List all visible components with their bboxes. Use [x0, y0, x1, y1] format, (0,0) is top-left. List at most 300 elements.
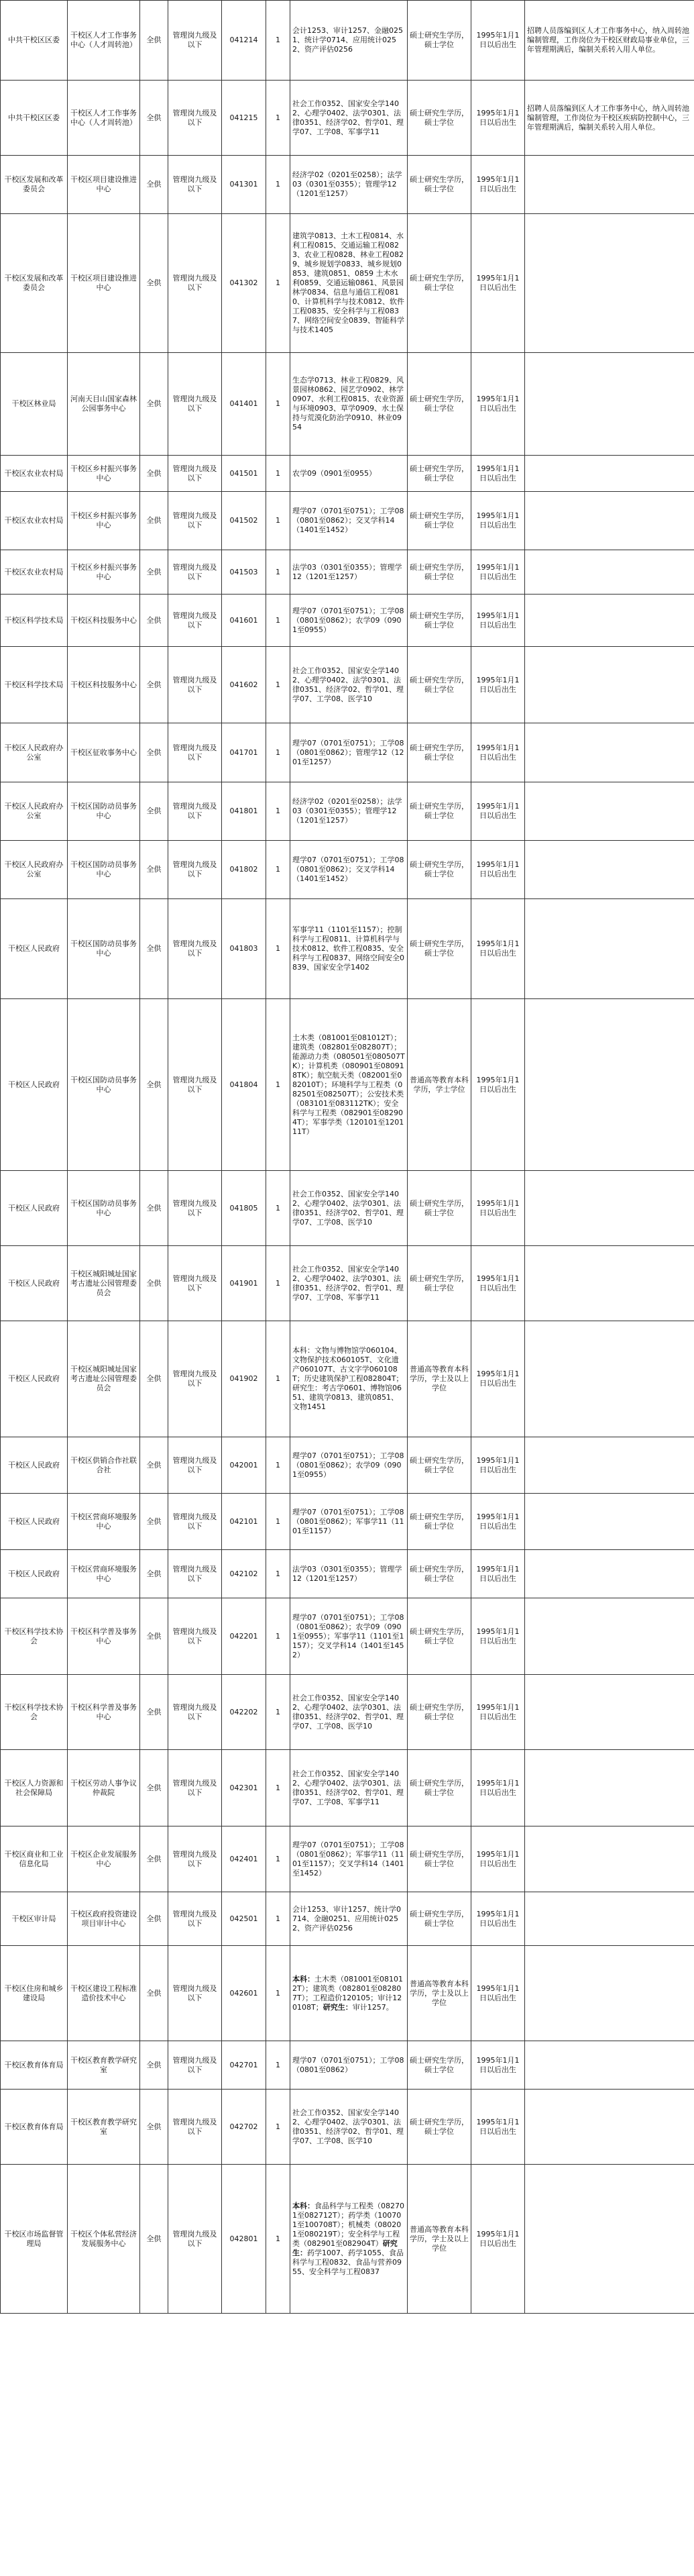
major-cell: 社会工作0352、国家安全学1402、心理学0402、法学0301、法律0351、经济学02、哲学01、理学07、工学08、军事学11 — [290, 81, 408, 156]
edu-cell: 硕士研究生学历，硕士学位 — [408, 1750, 471, 1826]
num-cell: 1 — [266, 595, 290, 647]
table-row — [1, 782, 694, 841]
dept-cell: 干校区科学技术局 — [1, 647, 68, 723]
table-row — [1, 595, 694, 647]
position-cell: 管理岗九级及以下 — [168, 550, 222, 595]
code-cell: 042101 — [222, 1494, 266, 1550]
major-cell: 法学03（0301至0355）；管理学12（1201至1257） — [290, 1550, 408, 1598]
table-row — [1, 1946, 694, 2041]
dept-cell: 干校区农业农村局 — [1, 492, 68, 550]
code-cell: 042201 — [222, 1598, 266, 1675]
unit-cell: 干校区个体私营经济发展服务中心 — [68, 2165, 140, 2314]
major-cell: 社会工作0352、国家安全学1402、心理学0402、法学0301、法律0351、经济学02、哲学01、理学07、工学08、医学10 — [290, 1675, 408, 1750]
edu-cell: 硕士研究生学历，硕士学位 — [408, 899, 471, 999]
code-cell: 041803 — [222, 899, 266, 999]
other-cell: 招聘人员落编到区人才工作事务中心，纳入周转池编制管理，工作岗位为干校区疾病防控制中心，三年管理期满后，编制关系转入用人单位。 — [525, 81, 694, 156]
position-cell: 管理岗九级及以下 — [168, 2165, 222, 2314]
major-cell: 理学07（0701至0751）；工学08（0801至0862）；交叉学科14（1401至1452） — [290, 492, 408, 550]
num-cell: 1 — [266, 841, 290, 899]
nature-cell: 全供 — [140, 1437, 168, 1494]
unit-cell: 干校区乡村振兴事务中心 — [68, 456, 140, 492]
age-cell: 1995年1月1日以后出生 — [471, 214, 525, 353]
major-cell: 理学07（0701至0751）；工学08（0801至0862）；军事学11（1101至1157）；交叉学科14（1401至1452） — [290, 1826, 408, 1892]
other-cell — [525, 647, 694, 723]
unit-cell: 河南天目山国家森林公园事务中心 — [68, 353, 140, 456]
position-cell: 管理岗九级及以下 — [168, 156, 222, 214]
other-cell — [525, 1750, 694, 1826]
major-cell: 会计1253、审计1257、统计学0714、金融0251、应用统计0252、资产评估0256 — [290, 1892, 408, 1946]
edu-cell: 硕士研究生学历，硕士学位 — [408, 1246, 471, 1321]
dept-cell: 干校区住房和城乡建设局 — [1, 1946, 68, 2041]
other-cell — [525, 2041, 694, 2090]
position-cell: 管理岗九级及以下 — [168, 1946, 222, 2041]
age-cell: 1995年1月1日以后出生 — [471, 899, 525, 999]
num-cell: 1 — [266, 2165, 290, 2314]
edu-cell: 硕士研究生学历，硕士学位 — [408, 1437, 471, 1494]
other-cell: 招聘人员落编到区人才工作事务中心，纳入周转池编制管理，工作岗位为干校区财政局事业单位，三年管理期满后，编制关系转入用人单位。 — [525, 1, 694, 81]
code-cell: 041401 — [222, 353, 266, 456]
edu-cell: 硕士研究生学历，硕士学位 — [408, 81, 471, 156]
num-cell: 1 — [266, 214, 290, 353]
code-cell: 042801 — [222, 2165, 266, 2314]
nature-cell: 全供 — [140, 2041, 168, 2090]
num-cell: 1 — [266, 1826, 290, 1892]
other-cell — [525, 1598, 694, 1675]
age-cell: 1995年1月1日以后出生 — [471, 1750, 525, 1826]
code-cell: 041602 — [222, 647, 266, 723]
other-cell — [525, 353, 694, 456]
other-cell — [525, 1675, 694, 1750]
unit-cell: 干校区劳动人事争议仲裁院 — [68, 1750, 140, 1826]
unit-cell: 干校区国防动员事务中心 — [68, 899, 140, 999]
table-row — [1, 1750, 694, 1826]
age-cell: 1995年1月1日以后出生 — [471, 2090, 525, 2165]
num-cell: 1 — [266, 1494, 290, 1550]
position-cell: 管理岗九级及以下 — [168, 899, 222, 999]
unit-cell: 干校区建设工程标准造价技术中心 — [68, 1946, 140, 2041]
unit-cell: 干校区国防动员事务中心 — [68, 782, 140, 841]
nature-cell: 全供 — [140, 647, 168, 723]
dept-cell: 干校区农业农村局 — [1, 550, 68, 595]
nature-cell: 全供 — [140, 1321, 168, 1437]
table-row — [1, 1246, 694, 1321]
age-cell: 1995年1月1日以后出生 — [471, 156, 525, 214]
edu-cell: 硕士研究生学历，硕士学位 — [408, 1598, 471, 1675]
other-cell — [525, 723, 694, 782]
major-cell: 社会工作0352、国家安全学1402、心理学0402、法学0301、法律0351、经济学02、哲学01、理学07、工学08、医学10 — [290, 1171, 408, 1246]
code-cell: 041503 — [222, 550, 266, 595]
dept-cell: 干校区审计局 — [1, 1892, 68, 1946]
num-cell: 1 — [266, 492, 290, 550]
nature-cell: 全供 — [140, 782, 168, 841]
unit-cell: 干校区国防动员事务中心 — [68, 841, 140, 899]
major-cell: 理学07（0701至0751）；工学08（0801至0862） — [290, 2041, 408, 2090]
num-cell: 1 — [266, 1946, 290, 2041]
unit-cell: 干校区国防动员事务中心 — [68, 1171, 140, 1246]
code-cell: 042601 — [222, 1946, 266, 2041]
dept-cell: 干校区人民政府 — [1, 1246, 68, 1321]
other-cell — [525, 1494, 694, 1550]
edu-cell: 硕士研究生学历，硕士学位 — [408, 1675, 471, 1750]
code-cell: 041301 — [222, 156, 266, 214]
code-cell: 042301 — [222, 1750, 266, 1826]
other-cell — [525, 2090, 694, 2165]
edu-cell: 硕士研究生学历，硕士学位 — [408, 2041, 471, 2090]
num-cell: 1 — [266, 1437, 290, 1494]
nature-cell: 全供 — [140, 1892, 168, 1946]
nature-cell: 全供 — [140, 999, 168, 1171]
code-cell: 041805 — [222, 1171, 266, 1246]
unit-cell: 干校区人才工作事务中心（人才周转池） — [68, 81, 140, 156]
position-cell: 管理岗九级及以下 — [168, 2090, 222, 2165]
dept-cell: 干校区人民政府办公室 — [1, 723, 68, 782]
dept-cell: 干校区农业农村局 — [1, 456, 68, 492]
code-cell: 042501 — [222, 1892, 266, 1946]
table-row — [1, 1, 694, 81]
nature-cell: 全供 — [140, 1, 168, 81]
edu-cell: 硕士研究生学历，硕士学位 — [408, 2090, 471, 2165]
unit-cell: 干校区教育教学研究室 — [68, 2041, 140, 2090]
age-cell: 1995年1月1日以后出生 — [471, 1246, 525, 1321]
edu-cell: 硕士研究生学历，硕士学位 — [408, 353, 471, 456]
num-cell: 1 — [266, 1, 290, 81]
age-cell: 1995年1月1日以后出生 — [471, 1171, 525, 1246]
nature-cell: 全供 — [140, 1550, 168, 1598]
num-cell: 1 — [266, 550, 290, 595]
num-cell: 1 — [266, 2041, 290, 2090]
code-cell: 041502 — [222, 492, 266, 550]
num-cell: 1 — [266, 782, 290, 841]
position-cell: 管理岗九级及以下 — [168, 782, 222, 841]
position-cell: 管理岗九级及以下 — [168, 723, 222, 782]
code-cell: 042701 — [222, 2041, 266, 2090]
other-cell — [525, 1892, 694, 1946]
age-cell: 1995年1月1日以后出生 — [471, 999, 525, 1171]
position-cell: 管理岗九级及以下 — [168, 841, 222, 899]
major-cell: 理学07（0701至0751）；工学08（0801至0862）；交叉学科14（1401至1452） — [290, 841, 408, 899]
nature-cell: 全供 — [140, 1494, 168, 1550]
code-cell: 042001 — [222, 1437, 266, 1494]
code-cell: 041901 — [222, 1246, 266, 1321]
other-cell — [525, 456, 694, 492]
position-cell: 管理岗九级及以下 — [168, 492, 222, 550]
edu-cell: 硕士研究生学历，硕士学位 — [408, 723, 471, 782]
major-heading: 研究生： — [323, 2002, 353, 2012]
code-cell: 041701 — [222, 723, 266, 782]
unit-cell: 干校区科学普及事务中心 — [68, 1598, 140, 1675]
age-cell: 1995年1月1日以后出生 — [471, 723, 525, 782]
position-cell: 管理岗九级及以下 — [168, 1892, 222, 1946]
major-cell: 理学07（0701至0751）；工学08（0801至0862）；管理学12（1201至1257） — [290, 723, 408, 782]
other-cell — [525, 899, 694, 999]
other-cell — [525, 492, 694, 550]
edu-cell: 硕士研究生学历，硕士学位 — [408, 1550, 471, 1598]
num-cell: 1 — [266, 353, 290, 456]
age-cell: 1995年1月1日以后出生 — [471, 550, 525, 595]
other-cell — [525, 2165, 694, 2314]
major-cell: 社会工作0352、国家安全学1402、心理学0402、法学0301、法律0351、经济学02、哲学01、理学07、工学08、医学10 — [290, 647, 408, 723]
table-row — [1, 1550, 694, 1598]
unit-cell: 干校区人才工作事务中心（人才周转池） — [68, 1, 140, 81]
table-row — [1, 2165, 694, 2314]
age-cell: 1995年1月1日以后出生 — [471, 841, 525, 899]
dept-cell: 干校区市场监督管理局 — [1, 2165, 68, 2314]
other-cell — [525, 595, 694, 647]
major-cell: 理学07（0701至0751）；工学08（0801至0862）；农学09（0901至0955） — [290, 1437, 408, 1494]
other-cell — [525, 550, 694, 595]
dept-cell: 干校区教育体育局 — [1, 2090, 68, 2165]
major-cell: 经济学02（0201至0258）；法学03（0301至0355）；管理学12（1201至1257） — [290, 782, 408, 841]
edu-cell: 硕士研究生学历，硕士学位 — [408, 782, 471, 841]
major-heading: 本科： — [292, 1974, 314, 1983]
major-cell: 本科：土木类（081001至081012T）；建筑类（082801至082807T）；工程造价120105；审计120108T；研究生：审计1257。 — [290, 1946, 408, 2041]
dept-cell: 干校区人民政府 — [1, 1437, 68, 1494]
table-row — [1, 899, 694, 999]
num-cell: 1 — [266, 1598, 290, 1675]
num-cell: 1 — [266, 723, 290, 782]
age-cell: 1995年1月1日以后出生 — [471, 353, 525, 456]
age-cell: 1995年1月1日以后出生 — [471, 647, 525, 723]
major-cell: 建筑学0813、土木工程0814、水利工程0815、交通运输工程0823、农业工程0828、林业工程0829、城乡规划学0833、城乡规划0853、建筑0851、0859 土木水利0859、交通运输0861、风景园林学0834、信息与通信工程0810、计算机科学与技术0812、软件工程0835、安全科学与工程0837、网络空间安全0839、智能科学与技术1405 — [290, 214, 408, 353]
position-cell: 管理岗九级及以下 — [168, 456, 222, 492]
nature-cell: 全供 — [140, 595, 168, 647]
position-cell: 管理岗九级及以下 — [168, 81, 222, 156]
nature-cell: 全供 — [140, 899, 168, 999]
age-cell: 1995年1月1日以后出生 — [471, 2165, 525, 2314]
major-cell: 理学07（0701至0751）；工学08（0801至0862）；农学09（0901至0955）；军事学11（1101至1157）；交叉学科14（1401至1452） — [290, 1598, 408, 1675]
edu-cell: 硕士研究生学历，硕士学位 — [408, 1826, 471, 1892]
major-heading: 研究生： — [292, 2238, 398, 2257]
dept-cell: 中共干校区区委 — [1, 1, 68, 81]
dept-cell: 干校区发展和改革委员会 — [1, 214, 68, 353]
code-cell: 042702 — [222, 2090, 266, 2165]
table-row — [1, 1598, 694, 1675]
unit-cell: 干校区营商环境服务中心 — [68, 1550, 140, 1598]
edu-cell: 硕士研究生学历，硕士学位 — [408, 1, 471, 81]
age-cell: 1995年1月1日以后出生 — [471, 782, 525, 841]
code-cell: 041501 — [222, 456, 266, 492]
position-cell: 管理岗九级及以下 — [168, 1, 222, 81]
table-row — [1, 1892, 694, 1946]
position-cell: 管理岗九级及以下 — [168, 1246, 222, 1321]
nature-cell: 全供 — [140, 550, 168, 595]
age-cell: 1995年1月1日以后出生 — [471, 1, 525, 81]
major-cell: 生态学0713、林业工程0829、风景园林0862、园艺学0902、林学0907、水利工程0815、农业资源与环境0903、草学0909、水土保持与荒漠化防治学0910、林业0954 — [290, 353, 408, 456]
age-cell: 1995年1月1日以后出生 — [471, 595, 525, 647]
table-row — [1, 2090, 694, 2165]
num-cell: 1 — [266, 1321, 290, 1437]
major-cell: 农学09（0901至0955） — [290, 456, 408, 492]
major-cell: 理学07（0701至0751）；工学08（0801至0862）；军事学11（1101至1157） — [290, 1494, 408, 1550]
nature-cell: 全供 — [140, 492, 168, 550]
dept-cell: 干校区人民政府 — [1, 1321, 68, 1437]
edu-cell: 硕士研究生学历，硕士学位 — [408, 1171, 471, 1246]
code-cell: 041214 — [222, 1, 266, 81]
num-cell: 1 — [266, 899, 290, 999]
code-cell: 041215 — [222, 81, 266, 156]
unit-cell: 干校区科技服务中心 — [68, 647, 140, 723]
edu-cell: 硕士研究生学历，硕士学位 — [408, 1494, 471, 1550]
nature-cell: 全供 — [140, 1750, 168, 1826]
other-cell — [525, 1437, 694, 1494]
position-cell: 管理岗九级及以下 — [168, 353, 222, 456]
other-cell — [525, 1550, 694, 1598]
age-cell: 1995年1月1日以后出生 — [471, 81, 525, 156]
table-row — [1, 81, 694, 156]
code-cell: 041902 — [222, 1321, 266, 1437]
dept-cell: 干校区人民政府办公室 — [1, 841, 68, 899]
other-cell — [525, 1946, 694, 2041]
unit-cell: 干校区国防动员事务中心 — [68, 999, 140, 1171]
dept-cell: 干校区人民政府 — [1, 999, 68, 1171]
major-cell: 会计1253、审计1257、金融0251、统计学0714、应用统计0252、资产评估0256 — [290, 1, 408, 81]
other-cell — [525, 214, 694, 353]
major-cell: 法学03（0301至0355）；管理学12（1201至1257） — [290, 550, 408, 595]
major-cell: 土木类（081001至081012T）；建筑类（082801至082807T）；能源动力类（080501至080507TK）；计算机类（080901至080918TK）；航空航天类（082001至082010T）；环境科学与工程类（082501至082507T）；公安技术类（083101至083112TK）；安全科学与工程类（082901至082904T）；军事学类（120101至120111T） — [290, 999, 408, 1171]
edu-cell: 普通高等教育本科学历，学士及以上学位 — [408, 1946, 471, 2041]
edu-cell: 普通高等教育本科学历，学士及以上学位 — [408, 2165, 471, 2314]
unit-cell: 干校区科技服务中心 — [68, 595, 140, 647]
table-row — [1, 456, 694, 492]
num-cell: 1 — [266, 2090, 290, 2165]
age-cell: 1995年1月1日以后出生 — [471, 1321, 525, 1437]
position-cell: 管理岗九级及以下 — [168, 1321, 222, 1437]
nature-cell: 全供 — [140, 2165, 168, 2314]
code-cell: 042401 — [222, 1826, 266, 1892]
table-row — [1, 550, 694, 595]
num-cell: 1 — [266, 456, 290, 492]
num-cell: 1 — [266, 647, 290, 723]
age-cell: 1995年1月1日以后出生 — [471, 1437, 525, 1494]
table-row — [1, 1171, 694, 1246]
major-cell: 军事学11（1101至1157）；控制科学与工程0811、计算机科学与技术0812、软件工程0835、安全科学与工程0837、网络空间安全0839、国家安全学1402 — [290, 899, 408, 999]
dept-cell: 干校区科学技术协会 — [1, 1598, 68, 1675]
position-cell: 管理岗九级及以下 — [168, 1171, 222, 1246]
major-cell: 经济学02（0201至0258）；法学03（0301至0355）；管理学12（1201至1257） — [290, 156, 408, 214]
nature-cell: 全供 — [140, 1675, 168, 1750]
major-cell: 社会工作0352、国家安全学1402、心理学0402、法学0301、法律0351、经济学02、哲学01、理学07、工学08、军事学11 — [290, 1246, 408, 1321]
nature-cell: 全供 — [140, 456, 168, 492]
position-cell: 管理岗九级及以下 — [168, 999, 222, 1171]
dept-cell: 干校区人民政府办公室 — [1, 782, 68, 841]
position-cell: 管理岗九级及以下 — [168, 1750, 222, 1826]
nature-cell: 全供 — [140, 1598, 168, 1675]
position-cell: 管理岗九级及以下 — [168, 1675, 222, 1750]
age-cell: 1995年1月1日以后出生 — [471, 1550, 525, 1598]
other-cell — [525, 1321, 694, 1437]
position-cell: 管理岗九级及以下 — [168, 214, 222, 353]
code-cell: 041801 — [222, 782, 266, 841]
position-cell: 管理岗九级及以下 — [168, 647, 222, 723]
major-cell: 本科：食品科学与工程类（082701至082712T）；药学类（100701至100708T）；机械类（080201至080219T）；安全科学与工程类（082901至082904T）研究生：药学1007、药学1055、食品科学与工程0832、食品与营养0955、安全科学与工程0837 — [290, 2165, 408, 2314]
code-cell: 041302 — [222, 214, 266, 353]
unit-cell: 干校区企业发展服务中心 — [68, 1826, 140, 1892]
other-cell — [525, 999, 694, 1171]
other-cell — [525, 1171, 694, 1246]
table-row — [1, 999, 694, 1171]
nature-cell: 全供 — [140, 841, 168, 899]
nature-cell: 全供 — [140, 1246, 168, 1321]
nature-cell: 全供 — [140, 2090, 168, 2165]
nature-cell: 全供 — [140, 214, 168, 353]
unit-cell: 干校区供销合作社联合社 — [68, 1437, 140, 1494]
edu-cell: 硕士研究生学历，硕士学位 — [408, 1892, 471, 1946]
nature-cell: 全供 — [140, 353, 168, 456]
code-cell: 041802 — [222, 841, 266, 899]
table-row — [1, 647, 694, 723]
position-cell: 管理岗九级及以下 — [168, 2041, 222, 2090]
nature-cell: 全供 — [140, 81, 168, 156]
dept-cell: 干校区商业和工业信息化局 — [1, 1826, 68, 1892]
position-cell: 管理岗九级及以下 — [168, 1437, 222, 1494]
other-cell — [525, 841, 694, 899]
edu-cell: 硕士研究生学历，硕士学位 — [408, 214, 471, 353]
position-cell: 管理岗九级及以下 — [168, 595, 222, 647]
unit-cell: 干校区项目建设推进中心 — [68, 214, 140, 353]
unit-cell: 干校区征收事务中心 — [68, 723, 140, 782]
other-cell — [525, 782, 694, 841]
table-row — [1, 353, 694, 456]
unit-cell: 干校区教育教学研究室 — [68, 2090, 140, 2165]
table-row — [1, 492, 694, 550]
code-cell: 041601 — [222, 595, 266, 647]
table-row — [1, 156, 694, 214]
edu-cell: 硕士研究生学历，硕士学位 — [408, 456, 471, 492]
nature-cell: 全供 — [140, 1826, 168, 1892]
table-row — [1, 1321, 694, 1437]
unit-cell: 干校区科学普及事务中心 — [68, 1675, 140, 1750]
table-row — [1, 841, 694, 899]
dept-cell: 干校区科学技术协会 — [1, 1675, 68, 1750]
dept-cell: 干校区人力资源和社会保障局 — [1, 1750, 68, 1826]
dept-cell: 中共干校区区委 — [1, 81, 68, 156]
code-cell: 041804 — [222, 999, 266, 1171]
age-cell: 1995年1月1日以后出生 — [471, 1675, 525, 1750]
dept-cell: 干校区教育体育局 — [1, 2041, 68, 2090]
position-cell: 管理岗九级及以下 — [168, 1550, 222, 1598]
major-heading: 本科： — [292, 2201, 314, 2210]
position-cell: 管理岗九级及以下 — [168, 1826, 222, 1892]
unit-cell: 干校区乡村振兴事务中心 — [68, 492, 140, 550]
age-cell: 1995年1月1日以后出生 — [471, 1598, 525, 1675]
edu-cell: 硕士研究生学历，硕士学位 — [408, 156, 471, 214]
age-cell: 1995年1月1日以后出生 — [471, 492, 525, 550]
dept-cell: 干校区人民政府 — [1, 899, 68, 999]
table-row — [1, 1826, 694, 1892]
num-cell: 1 — [266, 1171, 290, 1246]
major-cell: 理学07（0701至0751）；工学08（0801至0862）；农学09（0901至0955） — [290, 595, 408, 647]
edu-cell: 普通高等教育本科学历，学士学位 — [408, 999, 471, 1171]
dept-cell: 干校区科学技术局 — [1, 595, 68, 647]
major-cell: 社会工作0352、国家安全学1402、心理学0402、法学0301、法律0351、经济学02、哲学01、理学07、工学08、军事学11 — [290, 1750, 408, 1826]
num-cell: 1 — [266, 81, 290, 156]
unit-cell: 干校区政府投资建设项目审计中心 — [68, 1892, 140, 1946]
other-cell — [525, 1246, 694, 1321]
age-cell: 1995年1月1日以后出生 — [471, 456, 525, 492]
num-cell: 1 — [266, 1750, 290, 1826]
position-cell: 管理岗九级及以下 — [168, 1598, 222, 1675]
num-cell: 1 — [266, 1892, 290, 1946]
other-cell — [525, 1826, 694, 1892]
edu-cell: 硕士研究生学历，硕士学位 — [408, 550, 471, 595]
code-cell: 042202 — [222, 1675, 266, 1750]
nature-cell: 全供 — [140, 1946, 168, 2041]
age-cell: 1995年1月1日以后出生 — [471, 2041, 525, 2090]
dept-cell: 干校区发展和改革委员会 — [1, 156, 68, 214]
major-cell: 本科：文物与博物馆学060104、文物保护技术060105T、文化遗产060107T、古文字学060108T；历史建筑保护工程082804T；研究生：考古学0601、博物馆0651、建筑学0813、建筑0851、文物1451 — [290, 1321, 408, 1437]
edu-cell: 硕士研究生学历，硕士学位 — [408, 595, 471, 647]
age-cell: 1995年1月1日以后出生 — [471, 1826, 525, 1892]
